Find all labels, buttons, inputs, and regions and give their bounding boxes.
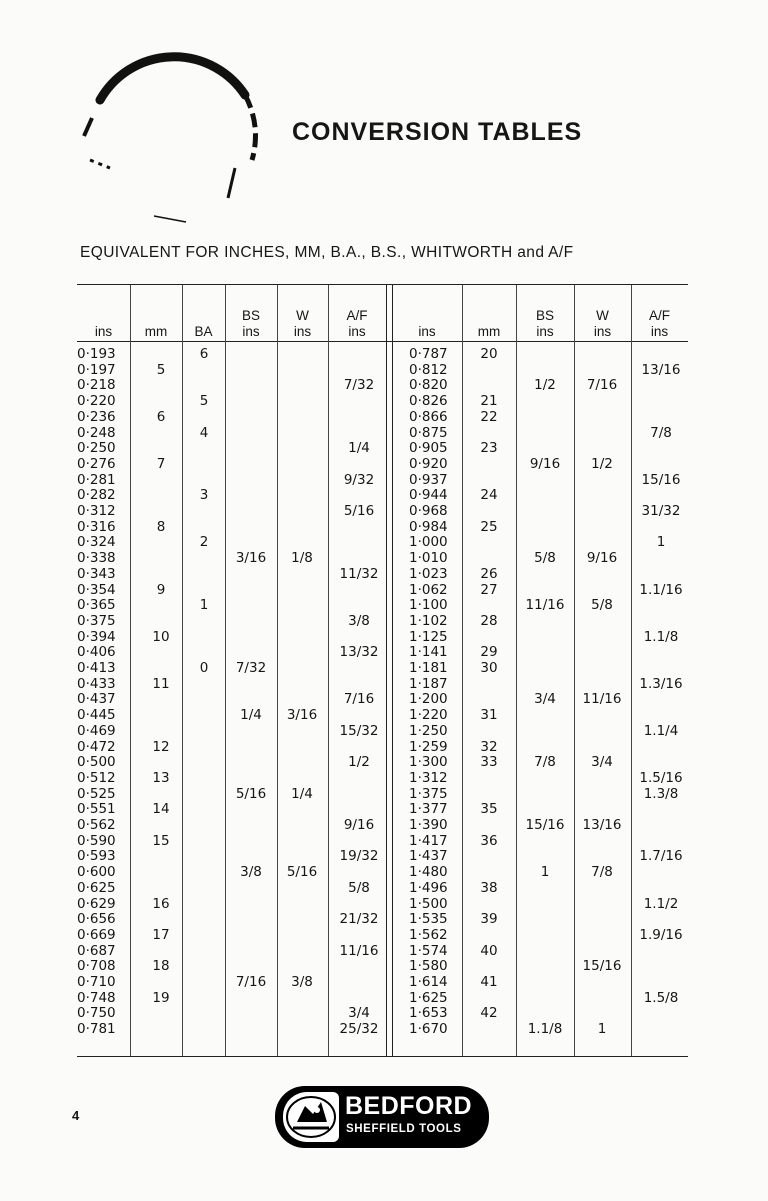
cell-left-ins: 0·748 (77, 989, 116, 1006)
cell-left-af: 5/16 (343, 503, 375, 519)
cell-left-mm: 16 (152, 895, 170, 912)
cell-left-ins: 0·469 (77, 722, 116, 739)
cell-right-ins: 0·820 (409, 377, 448, 394)
cell-left-af: 15/32 (339, 722, 379, 739)
cell-right-ins: 0·866 (409, 408, 448, 425)
header-ba: BA (194, 324, 213, 339)
cell-right-af: 1.1/8 (643, 628, 679, 645)
cell-right-mm: 42 (480, 1005, 498, 1022)
cell-left-ins: 0·472 (77, 738, 116, 755)
cell-right-ins: 1·062 (409, 581, 448, 598)
cell-left-af: 3/4 (348, 1005, 370, 1022)
column-divider (328, 285, 329, 1056)
cell-left-mm: 18 (152, 958, 170, 975)
cell-left-mm: 11 (152, 675, 170, 692)
cell-right-ins: 1·653 (409, 1005, 448, 1022)
cell-left-ba: 3 (199, 487, 209, 504)
cell-right-ins: 1·614 (409, 974, 448, 990)
cell-left-ins: 0·669 (77, 926, 116, 943)
cell-left-ins: 0·600 (77, 864, 116, 881)
cell-right-mm: 22 (480, 408, 498, 425)
cell-right-af: 1.1/16 (639, 581, 683, 598)
cell-right-mm: 21 (480, 393, 498, 410)
cell-left-af: 7/32 (343, 377, 375, 394)
cell-left-ins: 0·354 (77, 581, 116, 598)
cell-left-ins: 0·781 (77, 1021, 116, 1038)
cell-right-ins: 1·625 (409, 989, 448, 1006)
header-bs: BS ins (241, 308, 260, 339)
cell-right-w: 15/16 (582, 958, 622, 975)
cell-right-ins: 1·250 (409, 722, 448, 739)
cell-right-mm: 24 (480, 487, 498, 504)
cell-right-af: 1.3/8 (643, 785, 679, 802)
cell-left-ba: 0 (199, 660, 209, 676)
cell-left-ins: 0·248 (77, 424, 116, 441)
cell-left-af: 9/16 (343, 817, 375, 833)
cell-right-bs: 11/16 (525, 597, 565, 614)
cell-right-ins: 0·984 (409, 518, 448, 535)
cell-right-af: 1.3/16 (639, 675, 683, 692)
cell-right-mm: 36 (480, 832, 498, 849)
cell-left-ins: 0·625 (77, 879, 116, 896)
cell-left-mm: 6 (156, 408, 166, 425)
cell-right-mm: 27 (480, 581, 498, 598)
cell-right-mm: 26 (480, 565, 498, 582)
cell-right-w: 11/16 (582, 691, 622, 708)
header-mm: mm (477, 324, 501, 339)
cell-left-ba: 6 (199, 346, 209, 362)
cell-left-af: 11/16 (339, 942, 379, 959)
cell-right-mm: 33 (480, 754, 498, 771)
cell-right-w: 13/16 (582, 817, 622, 833)
cell-right-af: 1 (656, 534, 666, 551)
cell-right-ins: 1·580 (409, 958, 448, 975)
cell-left-ins: 0·512 (77, 769, 116, 786)
cell-left-ins: 0·250 (77, 440, 116, 457)
cell-right-ins: 0·944 (409, 487, 448, 504)
table-center-divider (392, 285, 393, 1056)
table-subtitle: EQUIVALENT FOR INCHES, MM, B.A., B.S., WHITWORTH and A/F (80, 244, 574, 261)
cell-left-ins: 0·343 (77, 565, 116, 582)
cell-right-ins: 1·417 (409, 832, 448, 849)
cell-right-ins: 1·141 (409, 644, 448, 661)
cell-right-ins: 0·812 (409, 361, 448, 378)
cell-left-ins: 0·445 (77, 707, 116, 724)
table-top-rule (77, 284, 688, 285)
cell-right-w: 3/4 (591, 754, 613, 771)
cell-right-mm: 20 (480, 346, 498, 362)
cell-left-af: 9/32 (343, 471, 375, 488)
cell-left-af: 1/2 (348, 754, 370, 771)
cell-left-mm: 19 (152, 989, 170, 1006)
column-divider (277, 285, 278, 1056)
cell-left-mm: 17 (152, 926, 170, 943)
cell-right-mm: 39 (480, 911, 498, 928)
cell-right-af: 1.5/16 (639, 769, 683, 786)
cell-right-af: 1.1/4 (643, 722, 679, 739)
cell-right-ins: 1·574 (409, 942, 448, 959)
cell-right-ins: 0·905 (409, 440, 448, 457)
cell-right-ins: 1·390 (409, 817, 448, 833)
cell-right-ins: 1·187 (409, 675, 448, 692)
cell-left-ins: 0·338 (77, 550, 116, 567)
cell-right-mm: 35 (480, 801, 498, 818)
cell-left-ins: 0·312 (77, 503, 116, 519)
cell-left-mm: 12 (152, 738, 170, 755)
cell-right-af: 13/16 (641, 361, 681, 378)
cell-left-ins: 0·500 (77, 754, 116, 771)
cell-right-af: 1.9/16 (639, 926, 683, 943)
cell-right-ins: 1·220 (409, 707, 448, 724)
cell-left-af: 3/8 (348, 612, 370, 629)
cell-right-ins: 1·480 (409, 864, 448, 881)
page-title: CONVERSION TABLES (292, 118, 583, 146)
cell-left-ins: 0·687 (77, 942, 116, 959)
cell-right-ins: 1·102 (409, 612, 448, 629)
cell-left-ins: 0·375 (77, 612, 116, 629)
cell-right-af: 1.5/8 (643, 989, 679, 1006)
table-bottom-rule (77, 1056, 688, 1057)
cell-left-af: 1/4 (348, 440, 370, 457)
cell-right-ins: 1·535 (409, 911, 448, 928)
cell-left-mm: 9 (156, 581, 166, 598)
cell-right-mm: 30 (480, 660, 498, 676)
cell-right-ins: 1·125 (409, 628, 448, 645)
logo-tagline: SHEFFIELD TOOLS (346, 1123, 462, 1135)
cell-right-ins: 1·200 (409, 691, 448, 708)
cell-left-ins: 0·708 (77, 958, 116, 975)
cell-left-ins: 0·282 (77, 487, 116, 504)
cell-right-ins: 1·500 (409, 895, 448, 912)
cell-right-ins: 0·920 (409, 455, 448, 472)
column-divider (462, 285, 463, 1056)
cell-right-ins: 1·100 (409, 597, 448, 614)
cell-left-mm: 5 (156, 361, 166, 378)
header-ins: ins (94, 324, 113, 339)
cell-right-ins: 1·300 (409, 754, 448, 771)
column-divider (130, 285, 131, 1056)
cell-right-ins: 1·377 (409, 801, 448, 818)
cell-left-ins: 0·629 (77, 895, 116, 912)
cell-left-ins: 0·413 (77, 660, 116, 676)
cell-left-mm: 14 (152, 801, 170, 818)
cell-right-af: 7/8 (650, 424, 672, 441)
header-mm: mm (144, 324, 168, 339)
cell-left-ins: 0·394 (77, 628, 116, 645)
cell-right-w: 5/8 (591, 597, 613, 614)
cell-right-af: 31/32 (641, 503, 681, 519)
cell-left-w: 1/4 (291, 785, 313, 802)
cell-right-ins: 0·826 (409, 393, 448, 410)
cell-right-bs: 7/8 (534, 754, 556, 771)
cell-left-af: 25/32 (339, 1021, 379, 1038)
cell-left-ins: 0·750 (77, 1005, 116, 1022)
cell-right-ins: 0·787 (409, 346, 448, 362)
cell-left-bs: 3/16 (235, 550, 267, 567)
cell-left-w: 3/16 (286, 707, 318, 724)
cell-left-af: 5/8 (348, 879, 370, 896)
cell-left-ins: 0·590 (77, 832, 116, 849)
cell-left-ins: 0·593 (77, 848, 116, 865)
cell-left-bs: 5/16 (235, 785, 267, 802)
cell-left-bs: 3/8 (240, 864, 262, 881)
cell-left-ins: 0·562 (77, 817, 116, 833)
cell-left-ins: 0·316 (77, 518, 116, 535)
bedford-logo (275, 1086, 489, 1148)
header-af: A/F ins (648, 308, 670, 339)
cell-left-bs: 7/32 (235, 660, 267, 676)
table-header-rule (77, 341, 688, 342)
cell-right-w: 7/16 (586, 377, 618, 394)
logo-brand-name: BEDFORD (345, 1092, 473, 1120)
cell-left-ins: 0·406 (77, 644, 116, 661)
cell-right-ins: 1·496 (409, 879, 448, 896)
cell-right-mm: 28 (480, 612, 498, 629)
cell-left-mm: 8 (156, 518, 166, 535)
column-divider (182, 285, 183, 1056)
cell-left-af: 19/32 (339, 848, 379, 865)
cell-right-bs: 1.1/8 (527, 1021, 563, 1038)
cell-left-ins: 0·710 (77, 974, 116, 990)
cell-right-bs: 9/16 (529, 455, 561, 472)
cell-left-ins: 0·220 (77, 393, 116, 410)
cell-left-mm: 13 (152, 769, 170, 786)
cell-left-af: 13/32 (339, 644, 379, 661)
cell-right-bs: 1/2 (534, 377, 556, 394)
cell-right-ins: 0·937 (409, 471, 448, 488)
cell-right-bs: 5/8 (534, 550, 556, 567)
cell-left-ins: 0·324 (77, 534, 116, 551)
cell-left-ba: 1 (199, 597, 209, 614)
cell-left-bs: 7/16 (235, 974, 267, 990)
column-divider (574, 285, 575, 1056)
cell-right-w: 1 (597, 1021, 607, 1038)
cell-right-ins: 0·875 (409, 424, 448, 441)
cell-left-af: 21/32 (339, 911, 379, 928)
cell-right-mm: 41 (480, 974, 498, 990)
column-divider (516, 285, 517, 1056)
cell-left-w: 3/8 (291, 974, 313, 990)
cell-right-ins: 1·312 (409, 769, 448, 786)
cell-left-ins: 0·525 (77, 785, 116, 802)
cell-left-w: 1/8 (291, 550, 313, 567)
header-bs: BS ins (535, 308, 554, 339)
cell-right-af: 15/16 (641, 471, 681, 488)
cell-left-ins: 0·276 (77, 455, 116, 472)
header-ins: ins (418, 324, 436, 339)
header-w: W ins (293, 308, 312, 339)
cell-left-ins: 0·193 (77, 346, 116, 362)
cell-right-ins: 1·670 (409, 1021, 448, 1038)
cell-left-mm: 7 (156, 455, 166, 472)
cell-right-af: 1.1/2 (643, 895, 679, 912)
cell-left-mm: 15 (152, 832, 170, 849)
cell-right-ins: 1·000 (409, 534, 448, 551)
cell-right-w: 9/16 (586, 550, 618, 567)
cell-right-mm: 29 (480, 644, 498, 661)
cell-left-af: 11/32 (339, 565, 379, 582)
cell-left-w: 5/16 (286, 864, 318, 881)
cell-left-ins: 0·281 (77, 471, 116, 488)
bedford-emblem-icon (283, 1092, 339, 1142)
cell-right-w: 7/8 (591, 864, 613, 881)
cell-right-mm: 25 (480, 518, 498, 535)
header-w: W ins (593, 308, 612, 339)
cell-right-bs: 1 (540, 864, 550, 881)
cell-right-ins: 1·437 (409, 848, 448, 865)
cell-right-ins: 1·562 (409, 926, 448, 943)
cell-right-ins: 1·181 (409, 660, 448, 676)
header-af: A/F ins (346, 308, 368, 339)
cell-right-bs: 15/16 (525, 817, 565, 833)
page-number: 4 (72, 1108, 80, 1123)
cell-right-af: 1.7/16 (639, 848, 683, 865)
cell-left-mm: 10 (152, 628, 170, 645)
cell-right-ins: 0·968 (409, 503, 448, 519)
cell-left-ba: 2 (199, 534, 209, 551)
cell-left-ins: 0·437 (77, 691, 116, 708)
cell-right-ins: 1·010 (409, 550, 448, 567)
cell-right-mm: 31 (480, 707, 498, 724)
cell-left-af: 7/16 (343, 691, 375, 708)
cell-right-bs: 3/4 (534, 691, 556, 708)
cell-right-w: 1/2 (591, 455, 613, 472)
cell-right-ins: 1·375 (409, 785, 448, 802)
cell-right-ins: 1·023 (409, 565, 448, 582)
cell-right-mm: 38 (480, 879, 498, 896)
cell-left-ba: 5 (199, 393, 209, 410)
cell-left-ins: 0·656 (77, 911, 116, 928)
cell-right-mm: 32 (480, 738, 498, 755)
cell-left-ins: 0·236 (77, 408, 116, 425)
column-divider (631, 285, 632, 1056)
cell-left-ins: 0·197 (77, 361, 116, 378)
cell-left-ins: 0·365 (77, 597, 116, 614)
cell-right-mm: 40 (480, 942, 498, 959)
cell-left-ins: 0·433 (77, 675, 116, 692)
cell-left-bs: 1/4 (240, 707, 262, 724)
cell-left-ins: 0·218 (77, 377, 116, 394)
cell-left-ba: 4 (199, 424, 209, 441)
cell-right-mm: 23 (480, 440, 498, 457)
cell-left-ins: 0·551 (77, 801, 116, 818)
column-divider (225, 285, 226, 1056)
table-center-divider (386, 285, 387, 1056)
cell-right-ins: 1·259 (409, 738, 448, 755)
